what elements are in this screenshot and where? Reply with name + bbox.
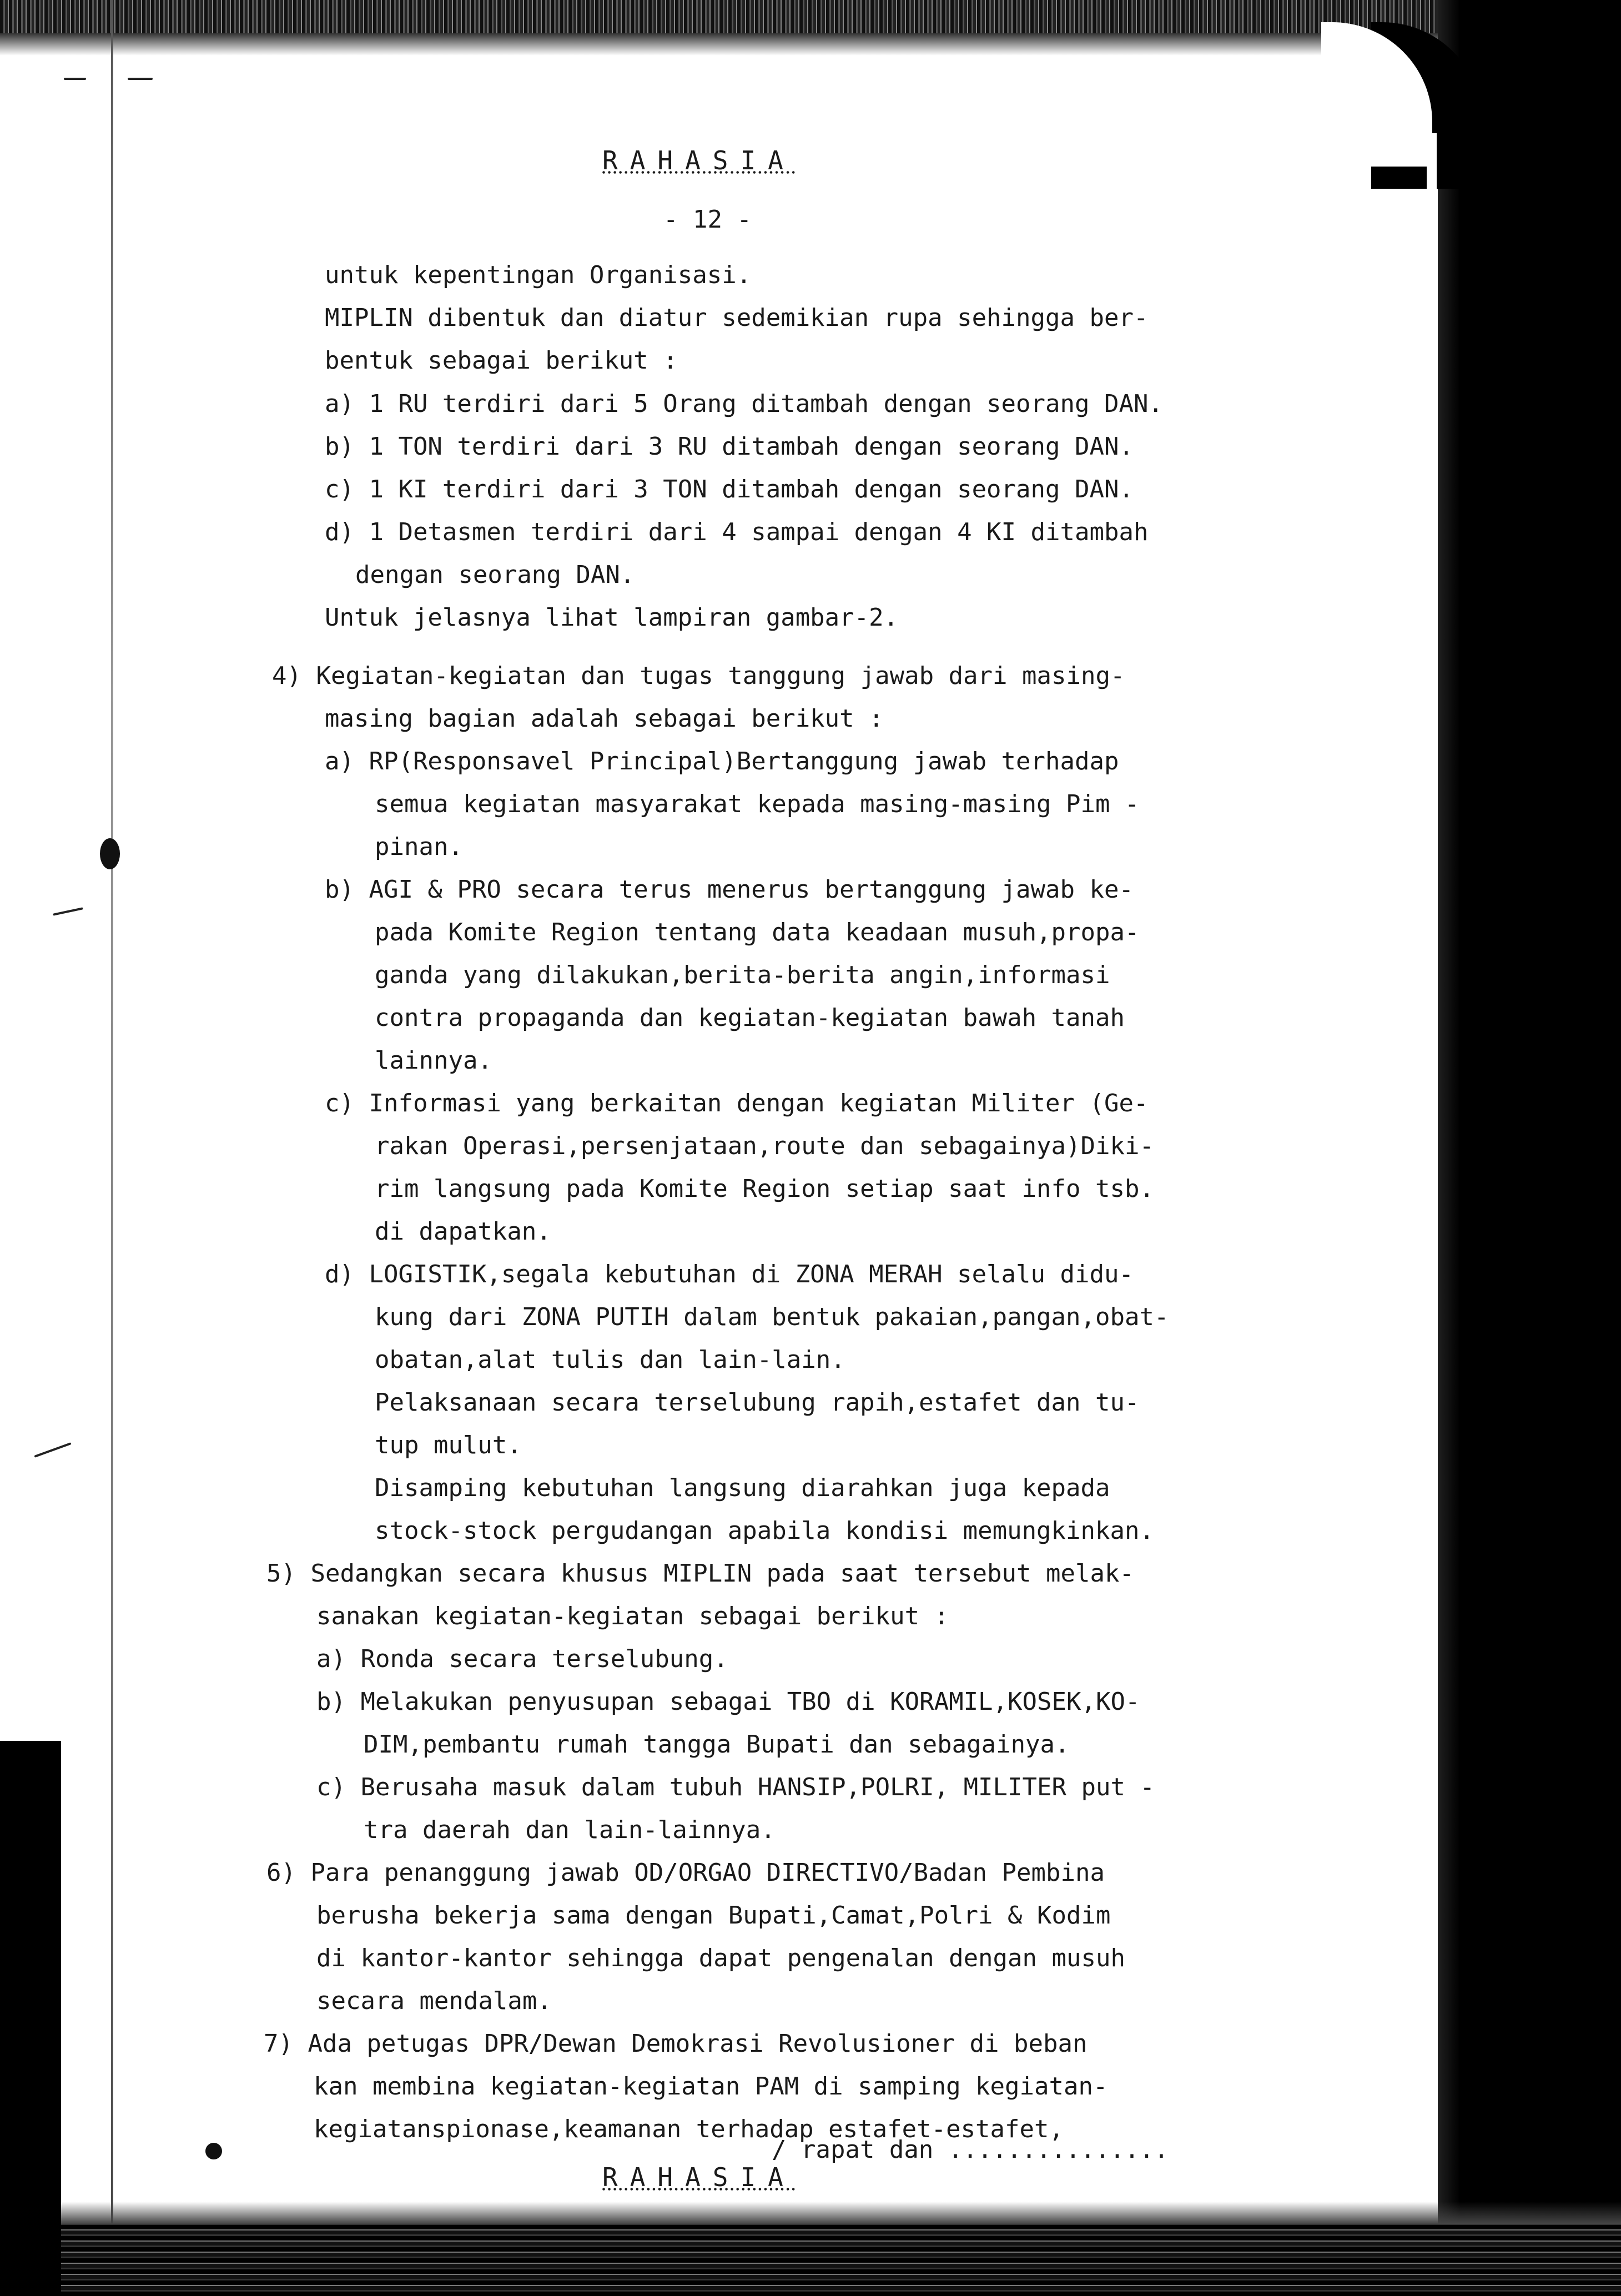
margin-mark xyxy=(128,78,153,80)
text-line: kan membina kegiatan-kegiatan PAM di samping kegiatan- xyxy=(314,2072,1108,2101)
text-line: Untuk jelasnya lihat lampiran gambar-2. xyxy=(325,603,899,632)
text-line: DIM,pembantu rumah tangga Bupati dan sebagainya. xyxy=(364,1730,1070,1759)
text-line: pada Komite Region tentang data keadaan musuh,propa- xyxy=(375,918,1140,946)
text-line: sanakan kegiatan-kegiatan sebagai berikut : xyxy=(316,1602,949,1630)
page-header-classification: RAHASIA xyxy=(602,145,796,175)
text-line: obatan,alat tulis dan lain-lain. xyxy=(375,1346,845,1374)
text-line: d) 1 Detasmen terdiri dari 4 sampai dengan 4 KI ditambah xyxy=(325,518,1149,546)
text-line: MIPLIN dibentuk dan diatur sedemikian rupa sehingga ber- xyxy=(325,304,1149,332)
scan-bottom-border xyxy=(0,2224,1621,2296)
scan-right-border xyxy=(1438,0,1621,2296)
text-line: tra daerah dan lain-lainnya. xyxy=(364,1816,776,1844)
text-line: rakan Operasi,persenjataan,route dan sebagainya)Diki- xyxy=(375,1132,1154,1160)
text-line: ganda yang dilakukan,berita-berita angin,informasi xyxy=(375,961,1110,989)
text-line: b) 1 TON terdiri dari 3 RU ditambah dengan seorang DAN. xyxy=(325,432,1134,461)
text-line: d) LOGISTIK,segala kebutuhan di ZONA MERAH selalu didu- xyxy=(325,1260,1134,1288)
text-line: bentuk sebagai berikut : xyxy=(325,346,678,375)
text-line: a) Ronda secara terselubung. xyxy=(316,1645,728,1673)
left-margin-line xyxy=(111,0,113,2296)
text-line: berusha bekerja sama dengan Bupati,Camat,Polri & Kodim xyxy=(316,1901,1111,1930)
scan-left-bottom-block xyxy=(0,1741,61,2296)
binder-hole-mark xyxy=(100,838,120,869)
scan-bottom-shadow xyxy=(0,2202,1621,2224)
text-line: dengan seorang DAN. xyxy=(355,561,635,589)
text-line: c) Informasi yang berkaitan dengan kegiatan Militer (Ge- xyxy=(325,1089,1149,1117)
margin-mark xyxy=(64,78,86,80)
text-line: di kantor-kantor sehingga dapat pengenalan dengan musuh xyxy=(316,1944,1125,1972)
page-footer-classification: RAHASIA xyxy=(602,2162,796,2192)
text-line: lainnya. xyxy=(375,1046,492,1075)
page-number: - 12 - xyxy=(663,205,752,234)
text-line: kegiatanspionase,keamanan terhadap estafet-estafet, xyxy=(314,2115,1064,2143)
text-line: 7) Ada petugas DPR/Dewan Demokrasi Revolusioner di beban xyxy=(264,2030,1088,2058)
text-line: b) Melakukan penyusupan sebagai TBO di KORAMIL,KOSEK,KO- xyxy=(316,1688,1140,1716)
page-right-edge xyxy=(1427,133,1437,2132)
text-line: pinan. xyxy=(375,833,463,861)
text-line: c) Berusaha masuk dalam tubuh HANSIP,POLRI, MILITER put - xyxy=(316,1773,1155,1801)
text-line: masing bagian adalah sebagai berikut : xyxy=(325,704,884,733)
text-line: a) RP(Responsavel Principal)Bertanggung jawab terhadap xyxy=(325,747,1119,776)
text-line: kung dari ZONA PUTIH dalam bentuk pakaian,pangan,obat- xyxy=(375,1303,1169,1331)
text-line: tup mulut. xyxy=(375,1431,522,1459)
text-line: untuk kepentingan Organisasi. xyxy=(325,261,752,289)
text-line: 4) Kegiatan-kegiatan dan tugas tanggung jawab dari masing- xyxy=(272,662,1125,690)
text-line: 5) Sedangkan secara khusus MIPLIN pada saat tersebut melak- xyxy=(266,1559,1134,1588)
text-line: stock-stock pergudangan apabila kondisi memungkinkan. xyxy=(375,1517,1154,1545)
margin-mark xyxy=(53,907,83,915)
text-line: a) 1 RU terdiri dari 5 Orang ditambah dengan seorang DAN. xyxy=(325,390,1163,418)
ink-blot-mark xyxy=(205,2143,222,2159)
text-line: 6) Para penanggung jawab OD/ORGAO DIRECTIVO/Badan Pembina xyxy=(266,1859,1105,1887)
text-line: Disamping kebutuhan langsung diarahkan juga kepada xyxy=(375,1474,1110,1502)
text-line: di dapatkan. xyxy=(375,1217,551,1246)
text-line: contra propaganda dan kegiatan-kegiatan bawah tanah xyxy=(375,1004,1125,1032)
margin-mark xyxy=(34,1442,71,1458)
text-line: rim langsung pada Komite Region setiap saat info tsb. xyxy=(375,1175,1154,1203)
text-line: semua kegiatan masyarakat kepada masing-masing Pim - xyxy=(375,790,1140,818)
text-line: b) AGI & PRO secara terus menerus bertanggung jawab ke- xyxy=(325,875,1134,904)
text-line: Pelaksanaan secara terselubung rapih,estafet dan tu- xyxy=(375,1388,1140,1417)
text-line: c) 1 KI terdiri dari 3 TON ditambah dengan seorang DAN. xyxy=(325,475,1134,503)
text-line: secara mendalam. xyxy=(316,1987,552,2015)
text-line: / rapat dan ............... xyxy=(772,2136,1169,2164)
